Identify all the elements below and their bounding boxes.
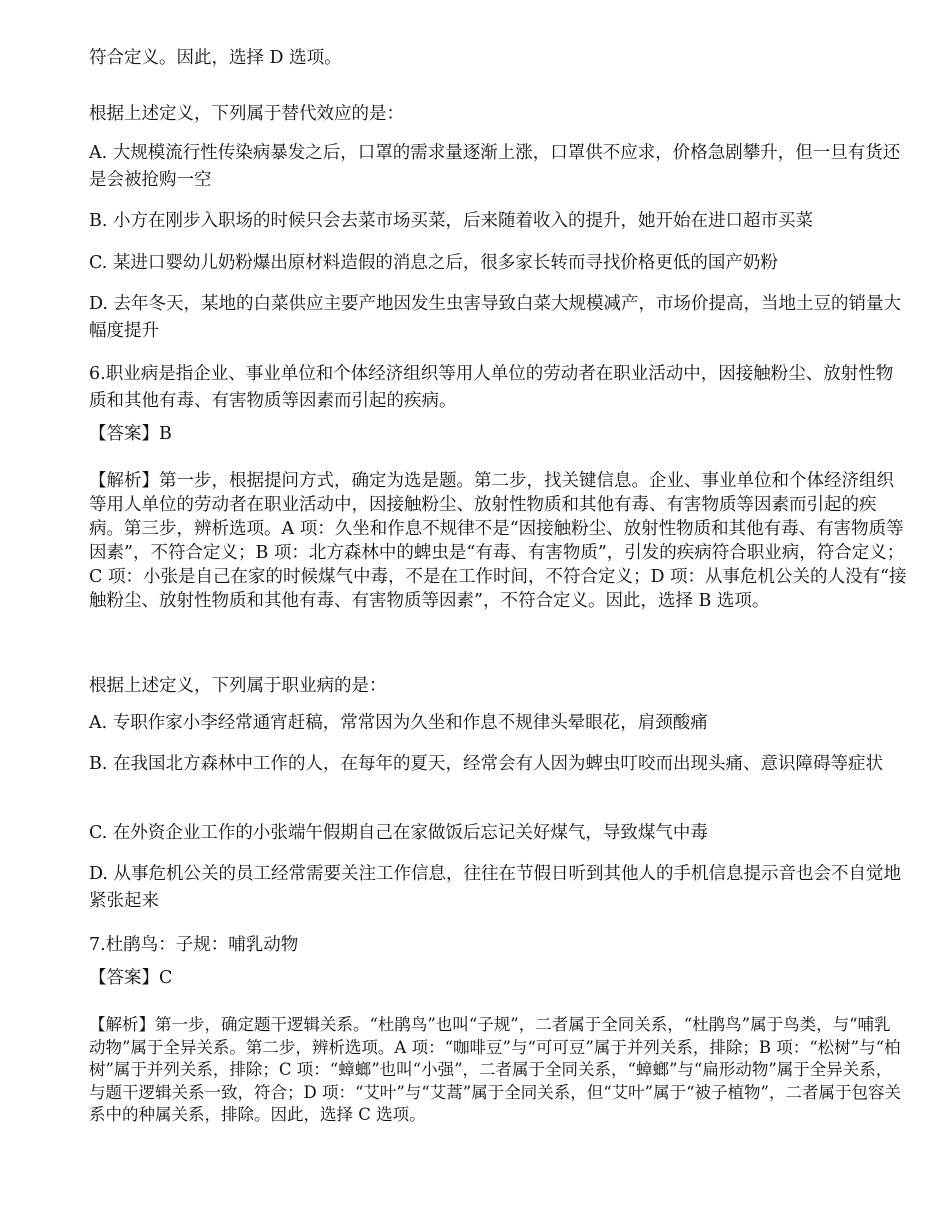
q6-answer: 【答案】B <box>89 424 172 444</box>
q7-stem: 7.杜鹃鸟：子规：哺乳动物 <box>89 935 299 955</box>
q6-option-b: B. 在我国北方森林中工作的人，在每年的夏天，经常会有人因为蜱虫叮咬而出现头痛、意识障碍等症状 <box>89 754 883 774</box>
q5-option-d: D. 去年冬天，某地的白菜供应主要产地因发生虫害导致白菜大规模减产，市场价提高，当地土豆的销量大幅度提升 <box>89 294 902 341</box>
q6-analysis: 【解析】第一步，根据提问方式，确定为选是题。第二步，找关键信息。企业、事业单位和个体经济组织等用人单位的劳动者在职业活动中，因接触粉尘、放射性物质和其他有毒、有害物质等因素而引起的疾病。第三步，辨析选项。A 项：久坐和作息不规律不是“因接触粉尘、放射性物质和其他有毒、有害物质等因素”，不符合定义；B 项：北方森林中的蜱虫是“有毒、有害物质”，引发的疾病符合职业病，符合定义；C 项：小张是自己在家的时候煤气中毒，不是在工作时间，不符合定义；D 项：从事危机公关的人没有“接触粉尘、放射性物质和其他有毒、有害物质等因素”，不符合定义。因此，选择 B 选项。 <box>89 471 907 611</box>
q6-stem: 6.职业病是指企业、事业单位和个体经济组织等用人单位的劳动者在职业活动中，因接触粉尘、放射性物质和其他有毒、有害物质等因素而引起的疾病。 <box>89 364 894 411</box>
q6-option-a: A. 专职作家小李经常通宵赶稿，常常因为久坐和作息不规律头晕眼花，肩颈酸痛 <box>89 713 708 733</box>
q5-question: 根据上述定义，下列属于替代效应的是： <box>89 104 404 124</box>
q5-option-b: B. 小方在刚步入职场的时候只会去菜市场买菜，后来随着收入的提升，她开始在进口超市买菜 <box>89 211 813 231</box>
q5-conclusion: 符合定义。因此，选择 D 选项。 <box>89 48 342 68</box>
q6-question: 根据上述定义，下列属于职业病的是： <box>89 676 387 696</box>
q7-answer: 【答案】C <box>89 968 173 988</box>
q7-analysis: 【解析】第一步，确定题干逻辑关系。“杜鹃鸟”也叫“子规”，二者属于全同关系，“杜鹃鸟”属于鸟类，与“哺乳动物”属于全异关系。第二步，辨析选项。A 项：“咖啡豆”与“可可豆”属于并列关系，排除；B 项：“松树”与“柏树”属于并列关系，排除；C 项：“蟑螂”也叫“小强”，二者属于全同关系，“蟑螂”与“扁形动物”属于全异关系，与题干逻辑关系一致，符合；D 项：“艾叶”与“艾蒿”属于全同关系，但“艾叶”属于“被子植物”，二者属于包容关系中的种属关系，排除。因此，选择 C 选项。 <box>89 1015 901 1124</box>
q6-option-d: D. 从事危机公关的员工经常需要关注工作信息，往往在节假日听到其他人的手机信息提示音也会不自觉地紧张起来 <box>89 864 902 911</box>
q6-option-c: C. 在外资企业工作的小张端午假期自己在家做饭后忘记关好煤气，导致煤气中毒 <box>89 823 708 843</box>
q5-option-c: C. 某进口婴幼儿奶粉爆出原材料造假的消息之后，很多家长转而寻找价格更低的国产奶粉 <box>89 253 778 273</box>
q5-option-a: A. 大规模流行性传染病暴发之后，口罩的需求量逐渐上涨，口罩供不应求，价格急剧攀升，但一旦有货还是会被抢购一空 <box>89 143 901 190</box>
